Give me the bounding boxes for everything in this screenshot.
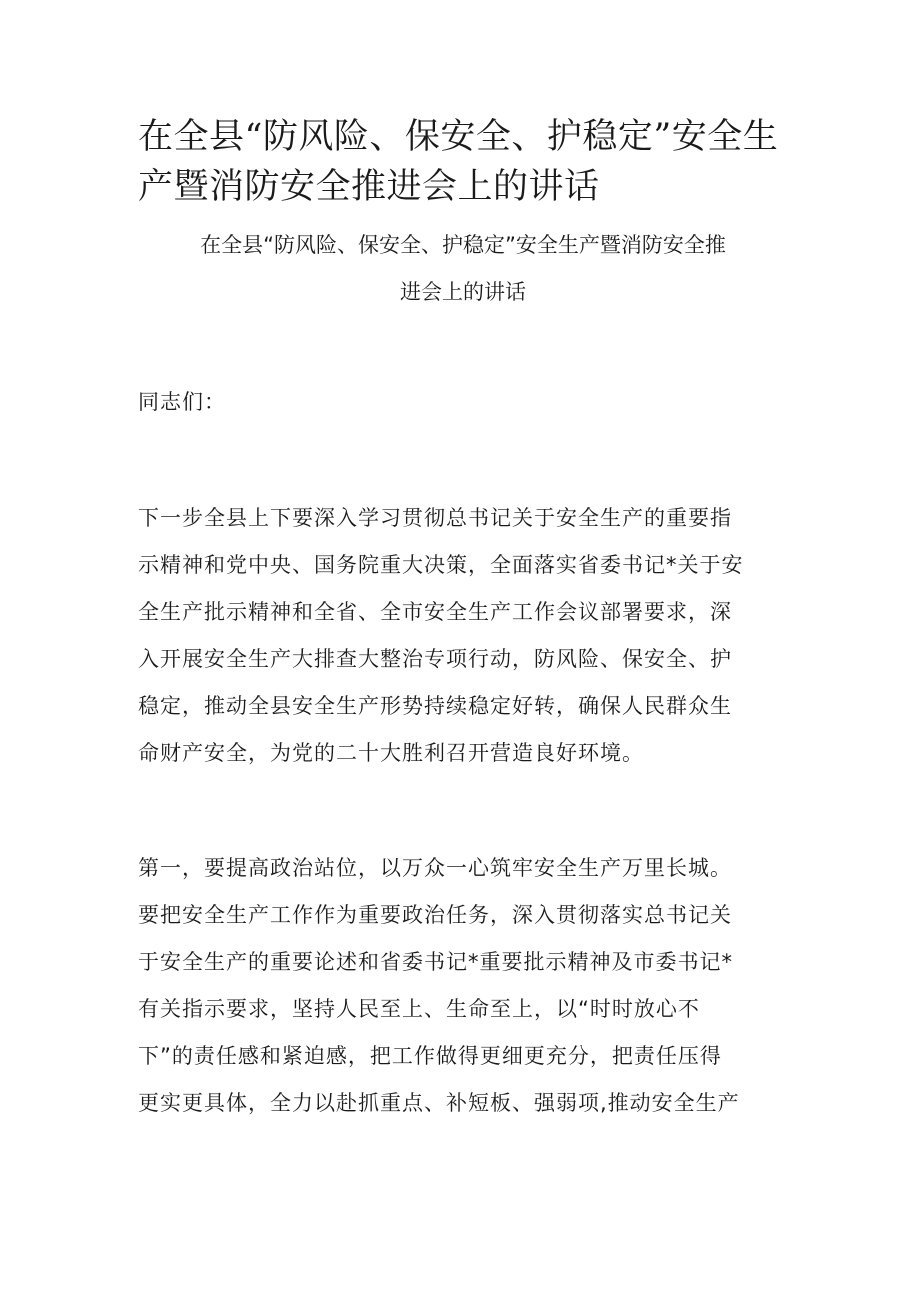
title-line: 在全县“防风险、保安全、护稳定”安全生 (138, 117, 779, 157)
subtitle-line: 进会上的讲话 (400, 280, 526, 304)
paragraph-1 (138, 495, 788, 777)
title-line: 产暨消防安全推进会上的讲话 (138, 167, 600, 207)
paragraph-2 (138, 845, 788, 1127)
paragraph-line: 命财产安全，为党的二十大胜利召开营造良好环境。 (138, 741, 644, 765)
paragraph-line: 要把安全生产工作作为重要政治任务，深入贯彻落实总书记关 (138, 903, 732, 927)
document-subtitle (138, 222, 788, 316)
paragraph-line: 于安全生产的重要论述和省委书记*重要批示精神及市委书记* (138, 950, 733, 974)
subtitle-line: 在全县“防风险、保安全、护稳定”安全生产暨消防安全推 (200, 233, 726, 257)
paragraph-line: 示精神和党中央、国务院重大决策，全面落实省委书记*关于安 (138, 553, 744, 577)
paragraph-line: 有关指示要求，坚持人民至上、生命至上，以“时时放心不 (138, 997, 700, 1021)
paragraph-line: 下一步全县上下要深入学习贯彻总书记关于安全生产的重要指 (138, 506, 732, 530)
document-title (138, 112, 788, 212)
paragraph-line: 全生产批示精神和全省、全市安全生产工作会议部署要求，深 (138, 600, 732, 624)
paragraph-line: 入开展安全生产大排查大整治专项行动，防风险、保安全、护 (138, 647, 732, 671)
paragraph-line: 第一，要提高政治站位，以万众一心筑牢安全生产万里长城。 (138, 856, 732, 880)
salutation-text: 同志们： (138, 390, 226, 414)
paragraph-line: 下”的责任感和紧迫感，把工作做得更细更充分，把责任压得 (138, 1044, 722, 1068)
paragraph-line: 稳定，推动全县安全生产形势持续稳定好转，确保人民群众生 (138, 694, 732, 718)
salutation (138, 382, 788, 422)
paragraph-line: 更实更具体，全力以赴抓重点、补短板、强弱项,推动安全生产 (138, 1091, 740, 1115)
